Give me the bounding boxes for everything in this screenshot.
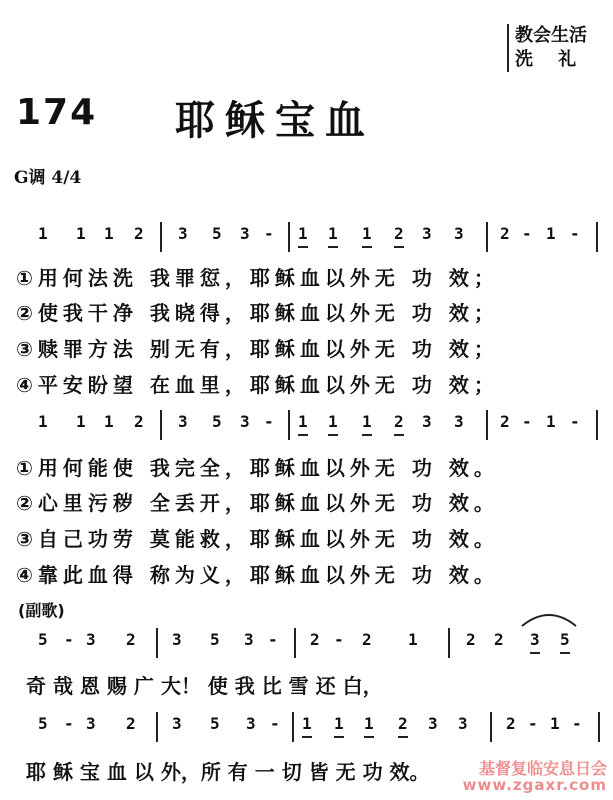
note: 3 [178, 224, 188, 243]
note: 3 [454, 224, 464, 243]
watermark-text: 基督复临安息日会 [478, 759, 607, 778]
note: 2 [494, 630, 504, 649]
note: 5 [560, 628, 570, 654]
note: 3 [454, 412, 464, 431]
note: 2 [394, 222, 404, 248]
note: 5 [38, 714, 48, 733]
note: 3 [86, 714, 96, 733]
note: 2 [362, 630, 372, 649]
note: 1 [302, 712, 312, 738]
verse-line: ④平安盼望 在血里，耶稣血以外无 功 效； [16, 373, 499, 397]
note: 1 [550, 714, 560, 733]
bar-line [596, 222, 598, 252]
bar-line [292, 712, 294, 742]
note: 2 [398, 712, 408, 738]
notation-row-2 [0, 410, 613, 440]
chorus-line: 奇 哉 恩 赐 广 大！ 使 我 比 雪 还 白， [26, 674, 383, 698]
hymn-number: 174 [16, 92, 98, 133]
note: 3 [240, 412, 250, 431]
notation-row-1 [0, 222, 613, 252]
note: 3 [246, 714, 256, 733]
note: 2 [506, 714, 516, 733]
bar-line [486, 222, 488, 252]
note: 3 [428, 714, 438, 733]
hymn-title: 耶稣宝血 [175, 98, 375, 144]
note: - [570, 412, 580, 431]
note: 1 [364, 712, 374, 738]
note: - [64, 714, 74, 733]
note: 1 [298, 222, 308, 248]
chorus-notation-row-2 [0, 712, 613, 742]
hymn-category [507, 24, 587, 72]
note: 3 [458, 714, 468, 733]
note: 1 [76, 224, 86, 243]
bar-line [156, 712, 158, 742]
verse-line: ②使我干净 我晓得，耶稣血以外无 功 效； [16, 301, 499, 325]
note: 3 [422, 224, 432, 243]
note: 1 [546, 412, 556, 431]
bar-line [288, 410, 290, 440]
note: - [334, 630, 344, 649]
note: 3 [244, 630, 254, 649]
note: 1 [328, 222, 338, 248]
note: 2 [310, 630, 320, 649]
note: 2 [500, 412, 510, 431]
bar-line [448, 628, 450, 658]
note: - [270, 714, 280, 733]
note: - [264, 224, 274, 243]
note: 1 [104, 412, 114, 431]
note: 3 [240, 224, 250, 243]
note: 1 [328, 410, 338, 436]
verse-line: ③自己功劳 莫能救，耶稣血以外无 功 效。 [16, 527, 499, 551]
note: 2 [500, 224, 510, 243]
note: 3 [530, 628, 540, 654]
bar-line [486, 410, 488, 440]
note: 3 [178, 412, 188, 431]
bar-line [598, 712, 600, 742]
verse-line: ①用何能使 我完全，耶稣血以外无 功 效。 [16, 456, 499, 480]
note: - [522, 412, 532, 431]
note: 1 [76, 412, 86, 431]
bar-line [160, 410, 162, 440]
note: 3 [86, 630, 96, 649]
watermark-url: www.zgaxr.com [462, 776, 607, 794]
bar-line [596, 410, 598, 440]
bar-line [288, 222, 290, 252]
note: - [572, 714, 582, 733]
note: 2 [394, 410, 404, 436]
note: 1 [546, 224, 556, 243]
note: 5 [210, 630, 220, 649]
slur-mark [520, 610, 578, 628]
note: 3 [172, 714, 182, 733]
note: - [522, 224, 532, 243]
note: 3 [172, 630, 182, 649]
note: 1 [38, 412, 48, 431]
note: 1 [362, 410, 372, 436]
note: 1 [298, 410, 308, 436]
verse-line: ④靠此血得 称为义，耶稣血以外无 功 效。 [16, 563, 499, 587]
note: 2 [466, 630, 476, 649]
category-label: 教会生活 [515, 25, 587, 46]
note: - [64, 630, 74, 649]
key-signature: G调 4/4 [14, 168, 82, 188]
note: 5 [210, 714, 220, 733]
note: 1 [408, 630, 418, 649]
note: 5 [212, 412, 222, 431]
bar-line [160, 222, 162, 252]
bar-line [156, 628, 158, 658]
note: - [264, 412, 274, 431]
subcategory-label: 洗 礼 [515, 49, 577, 70]
note: 1 [334, 712, 344, 738]
note: 2 [134, 224, 144, 243]
chorus-notation-row-1 [0, 628, 613, 658]
verse-line: ①用何法洗 我罪愆，耶稣血以外无 功 效； [16, 266, 499, 290]
note: 1 [362, 222, 372, 248]
note: 5 [212, 224, 222, 243]
verse-line: ③赎罪方法 别无有，耶稣血以外无 功 效； [16, 337, 499, 361]
note: 5 [38, 630, 48, 649]
note: - [528, 714, 538, 733]
bar-line [294, 628, 296, 658]
note: - [570, 224, 580, 243]
note: 1 [104, 224, 114, 243]
note: 3 [422, 412, 432, 431]
chorus-line: 耶 稣 宝 血 以 外，所 有 一 切 皆 无 功 效。 [26, 760, 430, 784]
note: 2 [126, 714, 136, 733]
note: 2 [126, 630, 136, 649]
verse-line: ②心里污秽 全丢开，耶稣血以外无 功 效。 [16, 491, 499, 515]
note: 2 [134, 412, 144, 431]
note: - [268, 630, 278, 649]
chorus-label: (副歌) [18, 601, 65, 620]
bar-line [490, 712, 492, 742]
note: 1 [38, 224, 48, 243]
